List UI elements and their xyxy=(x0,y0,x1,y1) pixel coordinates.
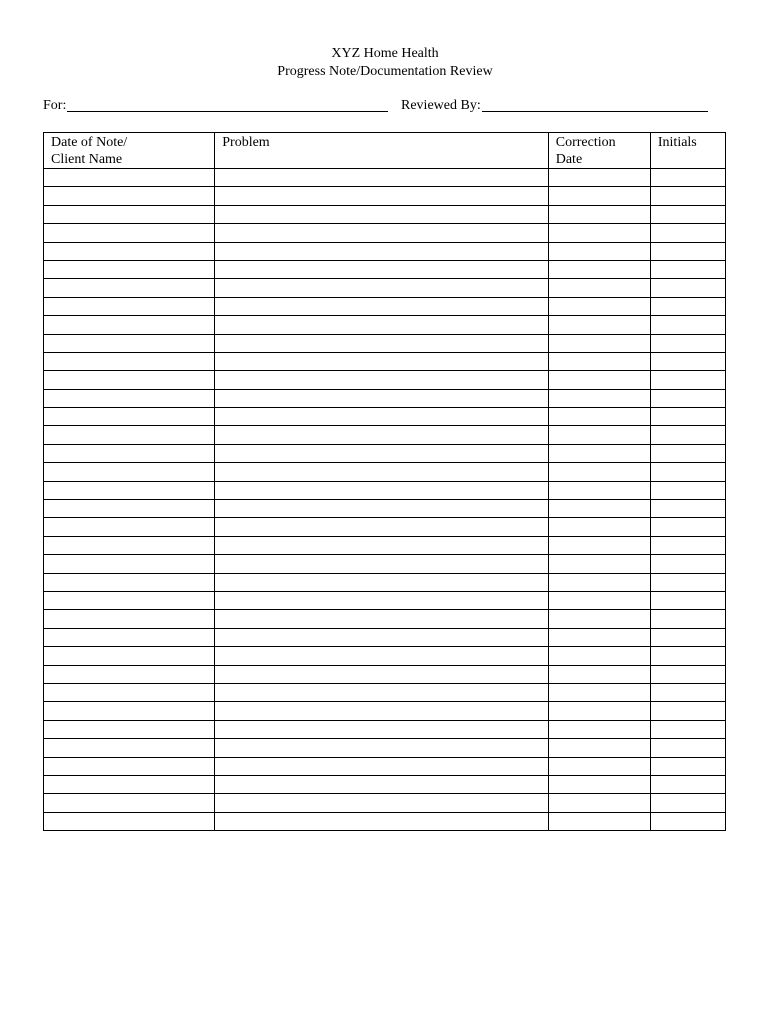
table-row xyxy=(44,757,726,775)
cell-problem[interactable] xyxy=(215,279,548,297)
cell-problem[interactable] xyxy=(215,775,548,793)
cell-date-client[interactable] xyxy=(44,794,215,812)
cell-date-client[interactable] xyxy=(44,334,215,352)
cell-problem[interactable] xyxy=(215,647,548,665)
cell-problem[interactable] xyxy=(215,187,548,205)
table-row xyxy=(44,352,726,370)
cell-date-client[interactable] xyxy=(44,169,215,187)
cell-date-client[interactable] xyxy=(44,775,215,793)
table-row xyxy=(44,260,726,278)
cell-date-client[interactable] xyxy=(44,352,215,370)
cell-problem[interactable] xyxy=(215,408,548,426)
cell-correction-date[interactable] xyxy=(548,610,650,628)
cell-correction-date[interactable] xyxy=(548,536,650,554)
table-row xyxy=(44,279,726,297)
cell-initials[interactable] xyxy=(650,444,725,462)
cell-problem[interactable] xyxy=(215,169,548,187)
cell-correction-date[interactable] xyxy=(548,408,650,426)
review-table xyxy=(43,132,726,831)
cell-date-client[interactable] xyxy=(44,628,215,646)
cell-correction-date[interactable] xyxy=(548,187,650,205)
cell-initials[interactable] xyxy=(650,739,725,757)
cell-problem[interactable] xyxy=(215,389,548,407)
reviewed-by-input-line[interactable] xyxy=(482,97,708,112)
cell-problem[interactable] xyxy=(215,481,548,499)
cell-date-client[interactable] xyxy=(44,573,215,591)
cell-date-client[interactable] xyxy=(44,812,215,830)
table-header-row xyxy=(44,133,726,169)
cell-initials[interactable] xyxy=(650,205,725,223)
table-row xyxy=(44,628,726,646)
table-row xyxy=(44,169,726,187)
table-row xyxy=(44,408,726,426)
form-fields xyxy=(43,97,733,117)
cell-initials[interactable] xyxy=(650,591,725,609)
cell-initials[interactable] xyxy=(650,297,725,315)
table-row xyxy=(44,591,726,609)
cell-initials[interactable] xyxy=(650,224,725,242)
cell-correction-date[interactable] xyxy=(548,702,650,720)
cell-date-client[interactable] xyxy=(44,720,215,738)
cell-problem[interactable] xyxy=(215,260,548,278)
cell-correction-date[interactable] xyxy=(548,316,650,334)
table-row xyxy=(44,371,726,389)
cell-initials[interactable] xyxy=(650,536,725,554)
cell-correction-date[interactable] xyxy=(548,224,650,242)
cell-correction-date[interactable] xyxy=(548,500,650,518)
table-row xyxy=(44,500,726,518)
cell-correction-date[interactable] xyxy=(548,352,650,370)
cell-date-client[interactable] xyxy=(44,297,215,315)
cell-initials[interactable] xyxy=(650,408,725,426)
cell-problem[interactable] xyxy=(215,224,548,242)
cell-initials[interactable] xyxy=(650,647,725,665)
column-header-problem: Problem xyxy=(215,133,548,169)
cell-initials[interactable] xyxy=(650,316,725,334)
cell-correction-date[interactable] xyxy=(548,665,650,683)
cell-initials[interactable] xyxy=(650,794,725,812)
cell-problem[interactable] xyxy=(215,371,548,389)
cell-problem[interactable] xyxy=(215,739,548,757)
cell-correction-date[interactable] xyxy=(548,426,650,444)
cell-correction-date[interactable] xyxy=(548,812,650,830)
cell-problem[interactable] xyxy=(215,702,548,720)
cell-correction-date[interactable] xyxy=(548,628,650,646)
cell-date-client[interactable] xyxy=(44,242,215,260)
organization-name: XYZ Home Health xyxy=(331,46,439,61)
cell-problem[interactable] xyxy=(215,500,548,518)
cell-date-client[interactable] xyxy=(44,702,215,720)
cell-correction-date[interactable] xyxy=(548,481,650,499)
cell-correction-date[interactable] xyxy=(548,334,650,352)
cell-correction-date[interactable] xyxy=(548,555,650,573)
cell-correction-date[interactable] xyxy=(548,444,650,462)
cell-problem[interactable] xyxy=(215,683,548,701)
cell-date-client[interactable] xyxy=(44,536,215,554)
cell-date-client[interactable] xyxy=(44,683,215,701)
cell-problem[interactable] xyxy=(215,205,548,223)
reviewed-by-field xyxy=(401,97,708,115)
table-row xyxy=(44,573,726,591)
cell-date-client[interactable] xyxy=(44,610,215,628)
table-row xyxy=(44,555,726,573)
cell-problem[interactable] xyxy=(215,610,548,628)
cell-problem[interactable] xyxy=(215,297,548,315)
cell-initials[interactable] xyxy=(650,610,725,628)
cell-initials[interactable] xyxy=(650,812,725,830)
cell-initials[interactable] xyxy=(650,389,725,407)
cell-correction-date[interactable] xyxy=(548,389,650,407)
cell-problem[interactable] xyxy=(215,334,548,352)
cell-date-client[interactable] xyxy=(44,371,215,389)
table-row xyxy=(44,610,726,628)
cell-date-client[interactable] xyxy=(44,757,215,775)
table-row xyxy=(44,702,726,720)
cell-date-client[interactable] xyxy=(44,647,215,665)
table-row xyxy=(44,518,726,536)
column-header-date-client: Date of Note/ Client Name xyxy=(44,133,215,169)
cell-date-client[interactable] xyxy=(44,555,215,573)
cell-initials[interactable] xyxy=(650,371,725,389)
table-body xyxy=(44,169,726,831)
cell-correction-date[interactable] xyxy=(548,463,650,481)
cell-date-client[interactable] xyxy=(44,665,215,683)
table-row xyxy=(44,481,726,499)
cell-date-client[interactable] xyxy=(44,316,215,334)
cell-initials[interactable] xyxy=(650,352,725,370)
cell-initials[interactable] xyxy=(650,757,725,775)
cell-correction-date[interactable] xyxy=(548,518,650,536)
table-row xyxy=(44,739,726,757)
cell-problem[interactable] xyxy=(215,316,548,334)
table-row xyxy=(44,224,726,242)
cell-initials[interactable] xyxy=(650,555,725,573)
table-row xyxy=(44,812,726,830)
cell-problem[interactable] xyxy=(215,591,548,609)
cell-correction-date[interactable] xyxy=(548,371,650,389)
cell-date-client[interactable] xyxy=(44,408,215,426)
column-header-initials: Initials xyxy=(650,133,725,169)
cell-initials[interactable] xyxy=(650,628,725,646)
table-row xyxy=(44,334,726,352)
for-field xyxy=(43,97,388,115)
cell-correction-date[interactable] xyxy=(548,591,650,609)
cell-initials[interactable] xyxy=(650,463,725,481)
cell-date-client[interactable] xyxy=(44,205,215,223)
table-row xyxy=(44,316,726,334)
table-row xyxy=(44,463,726,481)
cell-initials[interactable] xyxy=(650,169,725,187)
cell-correction-date[interactable] xyxy=(548,260,650,278)
cell-date-client[interactable] xyxy=(44,187,215,205)
cell-initials[interactable] xyxy=(650,702,725,720)
form-title: Progress Note/Documentation Review xyxy=(277,64,493,79)
table-row xyxy=(44,647,726,665)
cell-problem[interactable] xyxy=(215,444,548,462)
table-row xyxy=(44,720,726,738)
cell-correction-date[interactable] xyxy=(548,647,650,665)
table-row xyxy=(44,665,726,683)
cell-problem[interactable] xyxy=(215,463,548,481)
table-row xyxy=(44,426,726,444)
cell-problem[interactable] xyxy=(215,536,548,554)
cell-initials[interactable] xyxy=(650,720,725,738)
cell-date-client[interactable] xyxy=(44,518,215,536)
table-row xyxy=(44,794,726,812)
cell-problem[interactable] xyxy=(215,555,548,573)
cell-initials[interactable] xyxy=(650,500,725,518)
cell-correction-date[interactable] xyxy=(548,775,650,793)
for-label: For: xyxy=(43,98,67,113)
reviewed-by-label: Reviewed By: xyxy=(401,98,481,113)
cell-date-client[interactable] xyxy=(44,224,215,242)
table-row xyxy=(44,389,726,407)
form-header xyxy=(0,45,770,81)
cell-problem[interactable] xyxy=(215,352,548,370)
table-row xyxy=(44,297,726,315)
cell-problem[interactable] xyxy=(215,426,548,444)
for-input-line[interactable] xyxy=(67,97,388,112)
cell-date-client[interactable] xyxy=(44,260,215,278)
cell-initials[interactable] xyxy=(650,573,725,591)
cell-date-client[interactable] xyxy=(44,591,215,609)
cell-correction-date[interactable] xyxy=(548,573,650,591)
cell-problem[interactable] xyxy=(215,242,548,260)
cell-date-client[interactable] xyxy=(44,279,215,297)
cell-initials[interactable] xyxy=(650,426,725,444)
cell-problem[interactable] xyxy=(215,794,548,812)
cell-date-client[interactable] xyxy=(44,481,215,499)
cell-problem[interactable] xyxy=(215,518,548,536)
cell-initials[interactable] xyxy=(650,683,725,701)
table-row xyxy=(44,205,726,223)
cell-problem[interactable] xyxy=(215,628,548,646)
cell-date-client[interactable] xyxy=(44,500,215,518)
cell-initials[interactable] xyxy=(650,334,725,352)
cell-date-client[interactable] xyxy=(44,739,215,757)
cell-correction-date[interactable] xyxy=(548,205,650,223)
cell-correction-date[interactable] xyxy=(548,739,650,757)
cell-initials[interactable] xyxy=(650,775,725,793)
table-row xyxy=(44,775,726,793)
cell-problem[interactable] xyxy=(215,757,548,775)
table-row xyxy=(44,683,726,701)
table-row xyxy=(44,444,726,462)
cell-correction-date[interactable] xyxy=(548,757,650,775)
cell-initials[interactable] xyxy=(650,242,725,260)
cell-correction-date[interactable] xyxy=(548,297,650,315)
cell-initials[interactable] xyxy=(650,279,725,297)
cell-correction-date[interactable] xyxy=(548,169,650,187)
cell-problem[interactable] xyxy=(215,665,548,683)
cell-correction-date[interactable] xyxy=(548,683,650,701)
cell-correction-date[interactable] xyxy=(548,794,650,812)
cell-problem[interactable] xyxy=(215,573,548,591)
cell-date-client[interactable] xyxy=(44,463,215,481)
cell-initials[interactable] xyxy=(650,187,725,205)
cell-correction-date[interactable] xyxy=(548,242,650,260)
column-header-correction-date: Correction Date xyxy=(548,133,650,169)
cell-initials[interactable] xyxy=(650,518,725,536)
cell-problem[interactable] xyxy=(215,812,548,830)
cell-initials[interactable] xyxy=(650,665,725,683)
cell-correction-date[interactable] xyxy=(548,720,650,738)
cell-correction-date[interactable] xyxy=(548,279,650,297)
cell-date-client[interactable] xyxy=(44,389,215,407)
cell-date-client[interactable] xyxy=(44,426,215,444)
table-row xyxy=(44,187,726,205)
table-row xyxy=(44,536,726,554)
cell-date-client[interactable] xyxy=(44,444,215,462)
cell-initials[interactable] xyxy=(650,260,725,278)
cell-initials[interactable] xyxy=(650,481,725,499)
table-row xyxy=(44,242,726,260)
cell-problem[interactable] xyxy=(215,720,548,738)
